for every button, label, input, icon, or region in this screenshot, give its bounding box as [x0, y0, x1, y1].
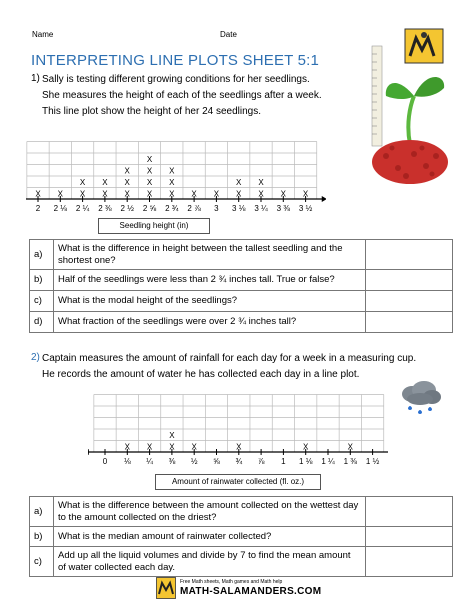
q2-question-b-text: What is the median amount of rainwater collected?: [54, 527, 366, 547]
q2-plot-tick-label: 1 ⅜: [343, 457, 357, 466]
q2-line-plot: [88, 388, 388, 472]
q2-plot-mark: X: [124, 442, 130, 452]
q2-plot-tick-label: ⅝: [213, 457, 220, 466]
q2-plot-tick-label: ⅜: [168, 457, 176, 466]
q1-plot-tick-label: 2 ⅛: [53, 204, 67, 213]
q1-question-a-text: What is the difference in height between the tallest seedling and the shortest one?: [54, 240, 366, 270]
q1-plot-mark: X: [79, 189, 86, 199]
q1-plot-mark: X: [146, 154, 153, 164]
q2-question-c-text: Add up all the liquid volumes and divide by 7 to find the mean amount of water collected each day.: [54, 547, 366, 577]
q2-plot-mark: X: [347, 442, 353, 452]
q2-question-b: [30, 527, 453, 547]
q2-line-1: Captain measures the amount of rainfall for each day for a week in a measuring cup.: [42, 353, 417, 364]
q1-plot-mark: X: [57, 189, 63, 199]
q2-plot-tick-label: 1: [281, 457, 286, 466]
q1-plot-mark: X: [146, 177, 153, 187]
q1-question-b-label: b): [30, 270, 54, 291]
name-label: Name: [32, 30, 54, 39]
q1-question-b: [30, 270, 453, 291]
q1-plot-mark: X: [169, 166, 175, 176]
q1-plot-tick-label: 2: [35, 204, 41, 213]
q1-number: 1): [31, 73, 40, 84]
footer-logo-icon: [156, 577, 176, 599]
q1-plot-tick-label: 3: [214, 204, 219, 213]
q2-plot-tick-label: 1 ⅛: [299, 457, 313, 466]
q1-plot-mark: X: [258, 177, 264, 187]
q2-question-b-label: b): [30, 527, 54, 547]
q2-plot-axis-arrow-left: [88, 449, 89, 455]
q2-question-a-text: What is the difference between the amount collected on the wettest day to the amount collected on the driest?: [54, 497, 366, 527]
q1-plot-mark: X: [236, 189, 242, 199]
q1-plot-tick-label: 3 ¼: [254, 204, 268, 213]
q2-number: 2): [31, 352, 40, 363]
q2-plot-mark: X: [303, 442, 309, 452]
q1-question-a: [30, 240, 453, 270]
page-title: INTERPRETING LINE PLOTS SHEET 5:1: [31, 52, 320, 69]
q2-plot-mark: X: [191, 442, 197, 452]
q2-question-c-answer[interactable]: [366, 547, 453, 577]
q1-plot-tick-label: 2 ¾: [165, 204, 179, 213]
q1-plot-mark: X: [213, 189, 220, 199]
q1-question-d-label: d): [30, 312, 54, 333]
q1-plot-mark: X: [146, 189, 153, 199]
q1-plot-mark: X: [258, 189, 264, 199]
q1-plot-tick-label: 2 ⅜: [98, 204, 112, 213]
q2-plot-mark: X: [146, 442, 153, 452]
q1-plot-mark: X: [124, 189, 130, 199]
seedling-illustration: [366, 44, 450, 190]
q1-question-b-answer[interactable]: [366, 270, 453, 291]
q1-line-1: Sally is testing different growing conditions for her seedlings.: [42, 74, 310, 85]
q2-question-a-answer[interactable]: [366, 497, 453, 527]
q2-question-c-label: c): [30, 547, 54, 577]
q2-question-a: [30, 497, 453, 527]
q1-plot-tick-label: 2 ¼: [75, 204, 90, 213]
q1-question-c-text: What is the modal height of the seedlings?: [54, 291, 366, 312]
q2-plot-tick-label: ¾: [235, 457, 243, 466]
q1-plot-tick-label: 2 ⅝: [142, 204, 157, 213]
q1-plot-mark: X: [124, 166, 130, 176]
q2-question-a-label: a): [30, 497, 54, 527]
q1-question-d-text: What fraction of the seedlings were over 2 ¾ inches tall?: [54, 312, 366, 333]
q1-plot-mark: X: [169, 177, 175, 187]
q1-plot-mark: X: [102, 189, 108, 199]
q1-plot-mark: X: [191, 189, 197, 199]
q2-plot-tick-label: 1 ½: [365, 457, 380, 466]
q1-questions-table: [29, 239, 453, 333]
q1-plot-mark: X: [302, 189, 309, 199]
q2-plot-tick-label: ⅛: [123, 457, 131, 466]
q2-line-2: He records the amount of water he has collected each day in a line plot.: [42, 369, 360, 380]
q1-axis-label: Seedling height (in): [98, 218, 210, 234]
q1-plot-tick-label: 3 ⅛: [232, 204, 246, 213]
date-label: Date: [220, 30, 237, 39]
footer-site: MATH-SALAMANDERS.COM: [180, 586, 322, 597]
q1-line-plot: [26, 138, 326, 218]
q2-plot-mark: X: [169, 430, 175, 440]
q2-plot-tick-label: 1 ¼: [321, 457, 335, 466]
q2-plot-tick-label: 0: [102, 457, 108, 466]
footer-tagline: Free Math sheets, Math games and Math help: [180, 579, 283, 585]
q1-plot-tick-label: 3 ½: [298, 204, 313, 213]
q2-plot-tick-label: ¼: [146, 457, 153, 466]
q2-plot-tick-label: ½: [190, 457, 198, 466]
q1-question-d: [30, 312, 453, 333]
q1-plot-tick-label: 2 ⅞: [187, 204, 201, 213]
q2-question-c: [30, 547, 453, 577]
rain-cloud-icon: [398, 380, 444, 420]
q1-plot-tick-label: 2 ½: [120, 204, 134, 213]
q1-line-2: She measures the height of each of the seedlings after a week.: [42, 90, 322, 101]
q1-question-c-label: c): [30, 291, 54, 312]
q2-questions-table: [29, 496, 453, 577]
q1-plot-mark: X: [102, 177, 108, 187]
q1-plot-tick-label: 3 ⅜: [276, 204, 290, 213]
q1-question-c: [30, 291, 453, 312]
q1-plot-mark: X: [236, 177, 242, 187]
q1-plot-axis-arrow-right: [322, 196, 326, 202]
q1-question-d-answer[interactable]: [366, 312, 453, 333]
q1-plot-mark: X: [124, 177, 130, 187]
q2-axis-label: Amount of rainwater collected (fl. oz.): [155, 474, 321, 490]
q1-question-a-answer[interactable]: [366, 240, 453, 270]
q2-plot-mark: X: [169, 442, 175, 452]
q1-plot-mark: X: [79, 177, 86, 187]
q1-plot-mark: X: [169, 189, 175, 199]
q1-question-c-answer[interactable]: [366, 291, 453, 312]
q1-plot-mark: X: [35, 189, 41, 199]
q1-line-3: This line plot show the height of her 24 seedlings.: [42, 106, 262, 117]
q1-question-b-text: Half of the seedlings were less than 2 ¾ inches tall. True or false?: [54, 270, 366, 291]
q2-plot-tick-label: ⅞: [257, 457, 265, 466]
q2-plot-mark: X: [236, 442, 242, 452]
q2-question-b-answer[interactable]: [366, 527, 453, 547]
q1-plot-mark: X: [146, 166, 153, 176]
q1-plot-mark: X: [280, 189, 286, 199]
q1-question-a-label: a): [30, 240, 54, 270]
